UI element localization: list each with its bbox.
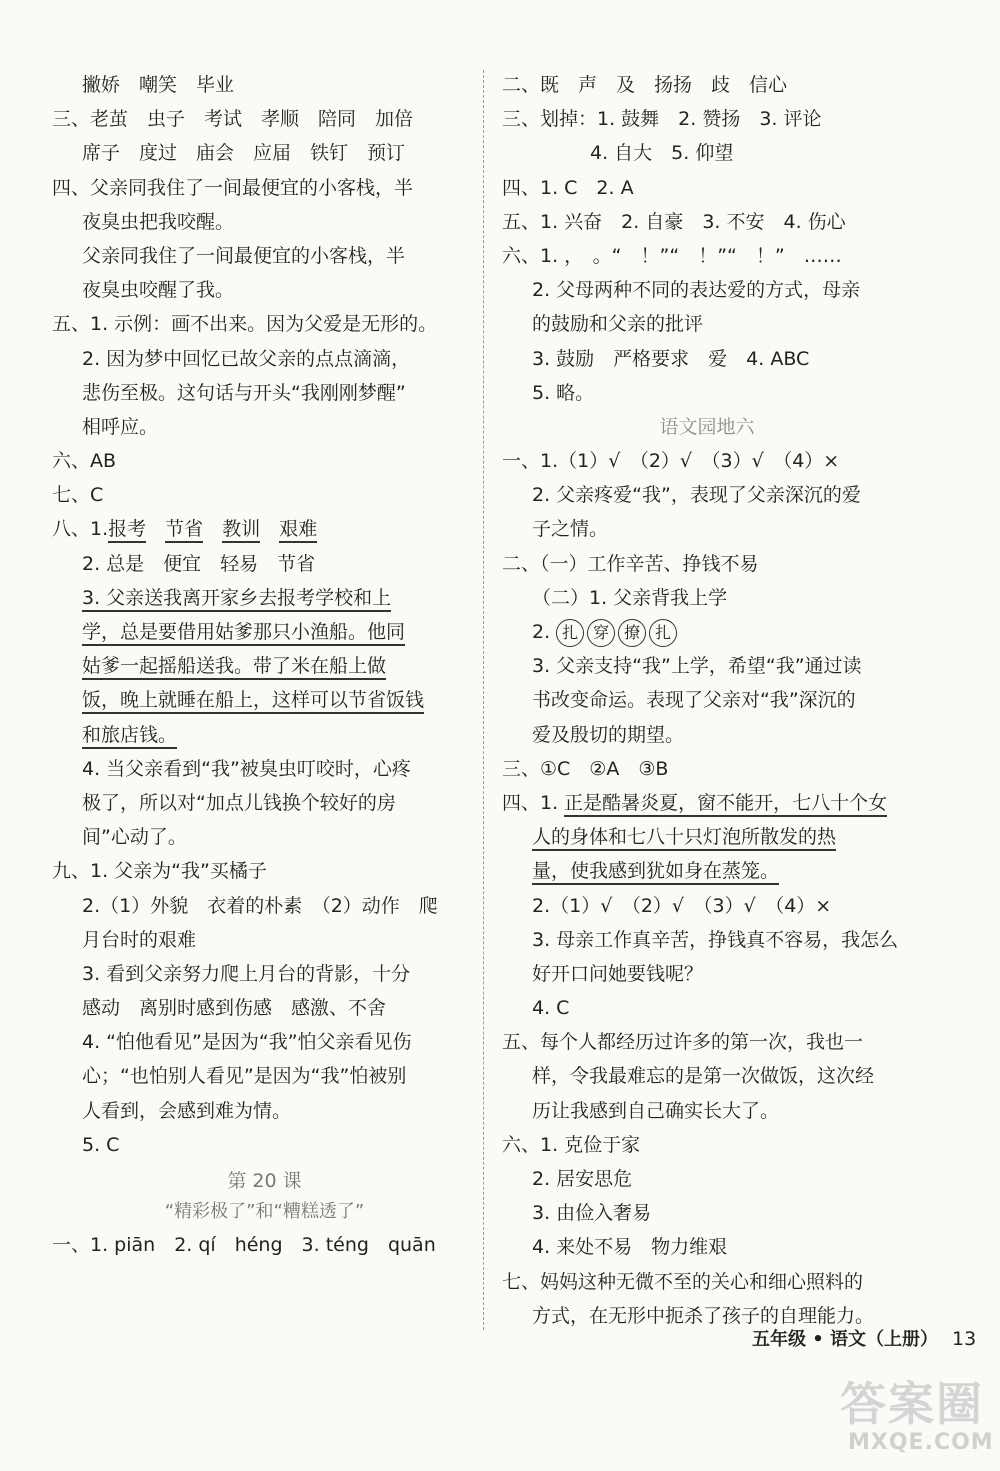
watermark-text: 答案圈 xyxy=(840,1377,984,1431)
answer-line: 三、划掉：1. 鼓舞 2. 赞扬 3. 评论 xyxy=(502,108,822,131)
answer-line: 六、1. ， 。“ ！”“ ！”“ ！” …… xyxy=(502,244,842,267)
answer-line: 五、1. 示例：画不出来。因为父爱是无形的。 xyxy=(52,313,438,336)
left-column xyxy=(52,68,477,1262)
answer-line: 4. 自大 5. 仰望 xyxy=(590,142,734,165)
answer-line: 爱及殷切的期望。 xyxy=(532,723,685,746)
answer-line: 父亲同我住了一间最便宜的小客栈，半 xyxy=(82,244,406,267)
answer-line: 极了，所以对“加点儿钱换个较好的房 xyxy=(82,791,396,814)
right-answer-lines-2 xyxy=(502,444,912,1333)
answer-line: 六、1. 克俭于家 xyxy=(502,1133,641,1156)
underlined-text: 正是酷暑炎夏，窗不能开，七八十个女 xyxy=(564,792,887,817)
answer-line xyxy=(502,820,912,854)
answer-line: 好开口问她要钱呢？ xyxy=(532,962,704,985)
answer-line: 相呼应。 xyxy=(82,415,159,438)
answer-line: 2.（1）√ （2）√ （3）√ （4）× xyxy=(532,894,832,917)
answer-line: 一、1.（1）√ （2）√ （3）√ （4）× xyxy=(502,450,840,473)
answer-line: 夜臭虫把我咬醒。 xyxy=(82,210,235,233)
right-column xyxy=(502,68,912,1333)
answer-line: 七、妈妈这种无微不至的关心和细心照料的 xyxy=(502,1270,864,1293)
answer-line xyxy=(502,854,912,888)
answer-line: 人看到，会感到难为情。 xyxy=(82,1099,292,1122)
watermark-url: MXQE.COM xyxy=(848,1430,994,1455)
answer-line: 3. 鼓励 严格要求 爱 4. ABC xyxy=(532,347,810,370)
answer-line: 2. 居安思危 xyxy=(532,1168,633,1190)
answer-line: 月台时的艰难 xyxy=(82,928,197,951)
circled-character: 穿 xyxy=(587,619,615,647)
page-number: 13 xyxy=(952,1328,977,1350)
answer-line xyxy=(52,683,477,717)
underlined-word: 艰难 xyxy=(279,518,317,543)
circled-character: 扎 xyxy=(649,619,677,647)
page-footer xyxy=(752,1325,976,1351)
section-title: 语文园地六 xyxy=(659,415,755,438)
answer-line: （二）1. 父亲背我上学 xyxy=(532,586,728,609)
answer-line: 4. “怕他看见”是因为“我”怕父亲看见伤 xyxy=(82,1031,412,1054)
answer-line: 2. 因为梦中回忆已故父亲的点点滴滴， xyxy=(82,347,411,370)
answer-line: 四、1. C 2. A xyxy=(502,176,634,199)
answer-line: 七、C xyxy=(52,484,104,507)
answer-line: 四、1. 正是酷暑炎夏，窗不能开，七八十个女 xyxy=(502,786,912,820)
answer-line: 4. 来处不易 物力维艰 xyxy=(532,1236,728,1259)
answer-line: 4. 当父亲看到“我”被臭虫叮咬时，心疼 xyxy=(82,757,411,780)
answer-line: 样，令我最难忘的是第一次做饭，这次经 xyxy=(532,1065,875,1088)
answer-line: 五、每个人都经历过许多的第一次，我也一 xyxy=(502,1031,864,1054)
answer-line: 三、老茧 虫子 考试 孝顺 陪同 加倍 xyxy=(52,108,414,131)
underlined-word: 报考 xyxy=(108,518,146,543)
answer-line: 感动 离别时感到伤感 感激、不舍 xyxy=(82,997,387,1020)
watermark-logo xyxy=(840,1368,994,1464)
answer-line: 2.（1）外貌 衣着的朴素 （2）动作 爬 xyxy=(82,894,438,917)
column-divider xyxy=(483,70,484,1330)
lesson-subtitle: “精彩极了”和“糟糕透了” xyxy=(164,1201,365,1222)
answer-line: 撇娇 嘲笑 毕业 xyxy=(82,74,235,96)
underlined-text: 量，使我感到犹如身在蒸笼。 xyxy=(532,860,779,885)
answer-line xyxy=(52,649,477,683)
answer-line: 4. C xyxy=(532,997,570,1020)
answer-line: 二、（一）工作辛苦、挣钱不易 xyxy=(502,552,759,575)
answer-line: 3. 母亲工作真辛苦，挣钱真不容易，我怎么 xyxy=(532,928,899,951)
answer-line: 心；“也怕别人看见”是因为“我”怕被别 xyxy=(82,1065,407,1088)
lesson-heading xyxy=(52,1166,477,1228)
answer-line: 2. 父亲疼爱“我”，表现了父亲深沉的爱 xyxy=(532,484,861,507)
circled-character: 撩 xyxy=(618,619,646,647)
answer-line: 席子 度过 庙会 应届 铁钉 预订 xyxy=(82,142,406,165)
answer-line: 夜臭虫咬醒了我。 xyxy=(82,279,235,302)
answer-line: 五、1. 兴奋 2. 自豪 3. 不安 4. 伤心 xyxy=(502,210,846,233)
answer-line: 历让我感到自己确实长大了。 xyxy=(532,1099,780,1122)
answer-line: 的鼓励和父亲的批评 xyxy=(532,313,704,336)
answer-line: 5. C xyxy=(82,1133,120,1156)
answer-line: 5. 略。 xyxy=(532,381,595,404)
answer-line: 子之情。 xyxy=(532,518,609,541)
answer-line: 九、1. 父亲为“我”买橘子 xyxy=(52,860,267,883)
answer-line xyxy=(52,615,477,649)
answer-line: 悲伤至极。这句话与开头“我刚刚梦醒” xyxy=(82,381,406,404)
answer-line: 间”心动了。 xyxy=(82,826,187,849)
underlined-word: 节省 xyxy=(165,518,203,543)
answer-line: 八、1.报考 节省 教训 艰难 xyxy=(52,512,477,546)
answer-line: 书改变命运。表现了父亲对“我”深沉的 xyxy=(532,689,856,712)
answer-line: 2. 父母两种不同的表达爱的方式，母亲 xyxy=(532,279,861,302)
answer-line xyxy=(52,718,477,752)
underlined-text: 学，总是要借用姑爹那只小渔船。他同 xyxy=(82,621,405,646)
left-answer-lines xyxy=(52,68,477,1162)
answer-line: 3. 由俭入奢易 xyxy=(532,1202,652,1225)
answer-line: 3. 看到父亲努力爬上月台的背影，十分 xyxy=(82,962,411,985)
lesson-title: 第 20 课 xyxy=(227,1170,302,1192)
footer-grade: 五年级 • 语文（上册） xyxy=(752,1329,939,1350)
underlined-text: 姑爹一起摇船送我。带了米在船上做 xyxy=(82,655,386,680)
answer-line: 六、AB xyxy=(52,450,117,473)
right-answer-lines xyxy=(502,68,912,410)
underlined-word: 教训 xyxy=(222,518,260,543)
answer-line: 二、既 声 及 扬扬 歧 信心 xyxy=(502,74,788,96)
underlined-text: 3. 父亲送我离开家乡去报考学校和上 xyxy=(82,587,391,612)
underlined-text: 和旅店钱。 xyxy=(82,724,177,749)
answer-line: 一、1. piān 2. qí héng 3. téng quān xyxy=(52,1234,436,1256)
underlined-text: 人的身体和七八十只灯泡所散发的热 xyxy=(532,826,836,851)
answer-line: 三、①C ②A ③B xyxy=(502,757,669,780)
answer-line xyxy=(52,581,477,615)
answer-line: 方式，在无形中扼杀了孩子的自理能力。 xyxy=(532,1304,875,1327)
circled-character: 扎 xyxy=(556,619,584,647)
answer-line: 2. 总是 便宜 轻易 节省 xyxy=(82,552,316,575)
underlined-text: 饭，晚上就睡在船上，这样可以节省饭钱 xyxy=(82,689,424,714)
answer-line: 2. 扎 穿 撩 扎 xyxy=(502,615,912,649)
answer-line: 四、父亲同我住了一间最便宜的小客栈，半 xyxy=(52,176,414,199)
answer-line: 3. 父亲支持“我”上学，希望“我”通过读 xyxy=(532,655,862,678)
